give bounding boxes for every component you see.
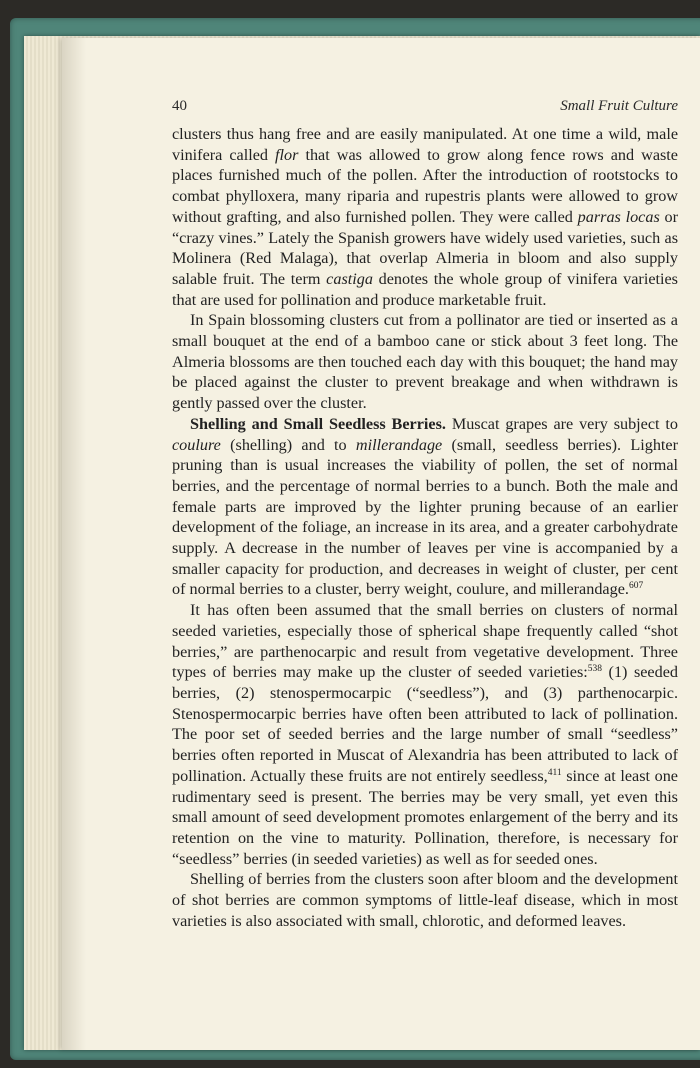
- italic-term: parras locas: [577, 207, 660, 226]
- paragraph-1: [172, 124, 678, 310]
- paragraph-3: [172, 414, 678, 600]
- text-run: clusters thus hang free and are easily manipulated. At one time a wild, male vinifera called: [172, 125, 678, 164]
- text-run: denotes the whole group of vinifera varieties that are used for pollination and produce marketable fruit.: [172, 269, 678, 309]
- running-title: Small Fruit Culture: [560, 98, 678, 114]
- paragraph-5: [172, 869, 678, 931]
- text-run: or “crazy vines.” Lately the Spanish growers have widely used varieties, such as Molinera (Red Malaga), that overlap Almeria in bloom and also supply salable fruit. The term: [172, 207, 678, 288]
- text-run: (small, seedless berries). Lighter pruning than is usual increases the viability of pollen, the set of normal berries, and the percentage of normal berries to a bunch. Both the male and female parts are improved by the lighter pruning because of an earlier development of the foliage, an increase in its area, and a greater carbohydrate supply. A decrease in the number of leaves per vine is accompanied by a smaller capacity for production, and decreases in weight of cluster, per cent of normal berries to a cluster, berry weight, coulure, and millerandage.: [172, 435, 678, 599]
- gutter-shadow: [62, 38, 86, 1050]
- italic-term: castiga: [326, 269, 373, 288]
- running-head: [172, 98, 678, 120]
- text-run: (1) seeded berries, (2) stenospermocarpic (“seedless”), and (3) parthenocarpic. Stenospermocarpic berries have often been attributed to lack of pollination. The poor set of seeded berries and the large number of small “seedless” berries often reported in Muscat of Alexandria has been attributed to lack of pollination. Actually these fruits are not entirely seedless,: [172, 663, 678, 785]
- paragraph-4: [172, 600, 678, 869]
- italic-term: millerandage: [355, 435, 443, 454]
- text-run: In Spain blossoming clusters cut from a pollinator are tied or inserted as a small bouquet at the end of a bamboo cane or stick about 3 feet long. The Almeria blossoms are then touched each day with this bouquet; the hand may be placed against the cluster to prevent breakage and when withdrawn is gently passed over the cluster.: [172, 311, 678, 413]
- paragraph-2: [172, 310, 678, 414]
- text-run: It has often been assumed that the small berries on clusters of normal seeded varieties, especially those of spherical shape frequently called “shot berries,” are parthenocarpic and result from vegetative development. Three types of berries may make up the cluster of seeded varieties:: [172, 601, 678, 682]
- italic-term: coulure: [172, 435, 221, 454]
- footnote-ref: 538: [587, 664, 603, 675]
- text-run: Muscat grapes are very subject to: [445, 414, 678, 433]
- footnote-ref: 607: [628, 581, 644, 592]
- body-text: [172, 124, 678, 931]
- text-run: since at least one rudimentary seed is present. The berries may be very small, yet even this small amount of seed development promotes enlargement of the berry and its retention on the vine to maturity. Pollination, therefore, is necessary for “seedless” berries (in seeded varieties) as well as for seeded ones.: [172, 766, 678, 868]
- page-number: 40: [172, 98, 187, 114]
- section-heading: Shelling and Small Seedless Berries.: [190, 414, 446, 433]
- italic-term: flor: [275, 145, 299, 164]
- text-run: that was allowed to grow along fence rows and waste places furnished much of the pollen. After the introduction of rootstocks to combat phylloxera, many riparia and rupestris plants were allowed to grow without grafting, and also furnished pollen. They were called: [172, 145, 678, 226]
- footnote-ref: 411: [547, 767, 562, 778]
- text-run: Shelling of berries from the clusters soon after bloom and the development of shot berries are common symptoms of little-leaf disease, which in most varieties is also associated with small, chlorotic, and deformed leaves.: [172, 870, 678, 930]
- text-run: (shelling) and to: [220, 435, 356, 454]
